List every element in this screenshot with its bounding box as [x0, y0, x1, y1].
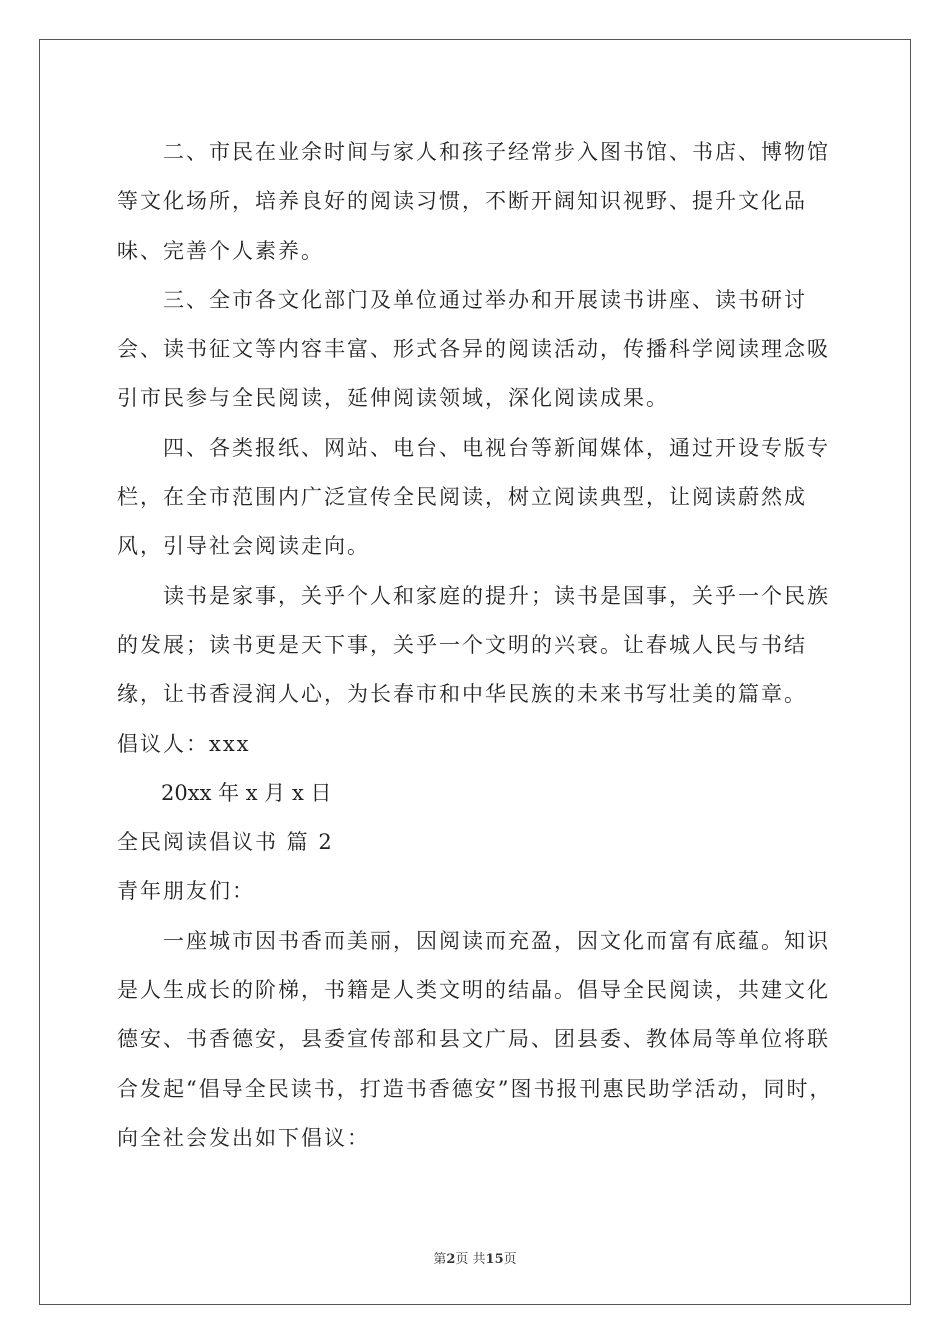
- page-current: 2: [446, 1252, 456, 1267]
- paragraph-2: 二、市民在业余时间与家人和孩子经常步入图书馆、书店、博物馆等文化场所，培养良好的阅读习惯，不断开阔知识视野、提升文化品味、完善个人素养。: [117, 140, 830, 263]
- page-total: 15: [485, 1252, 504, 1267]
- page-prefix: 第: [433, 1252, 447, 1267]
- page-mid: 页 共: [455, 1252, 486, 1267]
- section-title: 全民阅读倡议书 篇 2: [117, 830, 334, 855]
- page-suffix: 页: [503, 1252, 517, 1267]
- page-footer: [0, 1248, 950, 1267]
- document-body: [117, 128, 837, 1163]
- proposer-line: 倡议人：xxx: [117, 731, 251, 756]
- salutation: 青年朋友们：: [117, 879, 255, 904]
- paragraph-3: 三、全市各文化部门及单位通过举办和开展读书讲座、读书研讨会、读书征文等内容丰富、形式各异的阅读活动，传播科学阅读理念吸引市民参与全民阅读，延伸阅读领域，深化阅读成果。: [117, 287, 830, 411]
- date-line: 20xx 年 x 月 x 日: [161, 780, 332, 805]
- paragraph-4: 四、各类报纸、网站、电台、电视台等新闻媒体，通过开设专版专栏，在全市范围内广泛宣传全民阅读，树立阅读典型，让阅读蔚然成风，引导社会阅读走向。: [117, 435, 830, 559]
- paragraph-intro-2: 一座城市因书香而美丽，因阅读而充盈，因文化而富有底蕴。知识是人生成长的阶梯，书籍是人类文明的结晶。倡导全民阅读，共建文化德安、书香德安，县委宣传部和县文广局、团县委、教体局等单位将联合发起“倡导全民读书，打造书香德安”图书报刊惠民助学活动，同时，向全社会发出如下倡议：: [117, 928, 833, 1150]
- paragraph-conclusion: 读书是家事，关乎个人和家庭的提升；读书是国事，关乎一个民族的发展；读书更是天下事，关乎一个文明的兴衰。让春城人民与书结缘，让书香浸润人心，为长春市和中华民族的未来书写壮美的篇章。: [117, 583, 830, 707]
